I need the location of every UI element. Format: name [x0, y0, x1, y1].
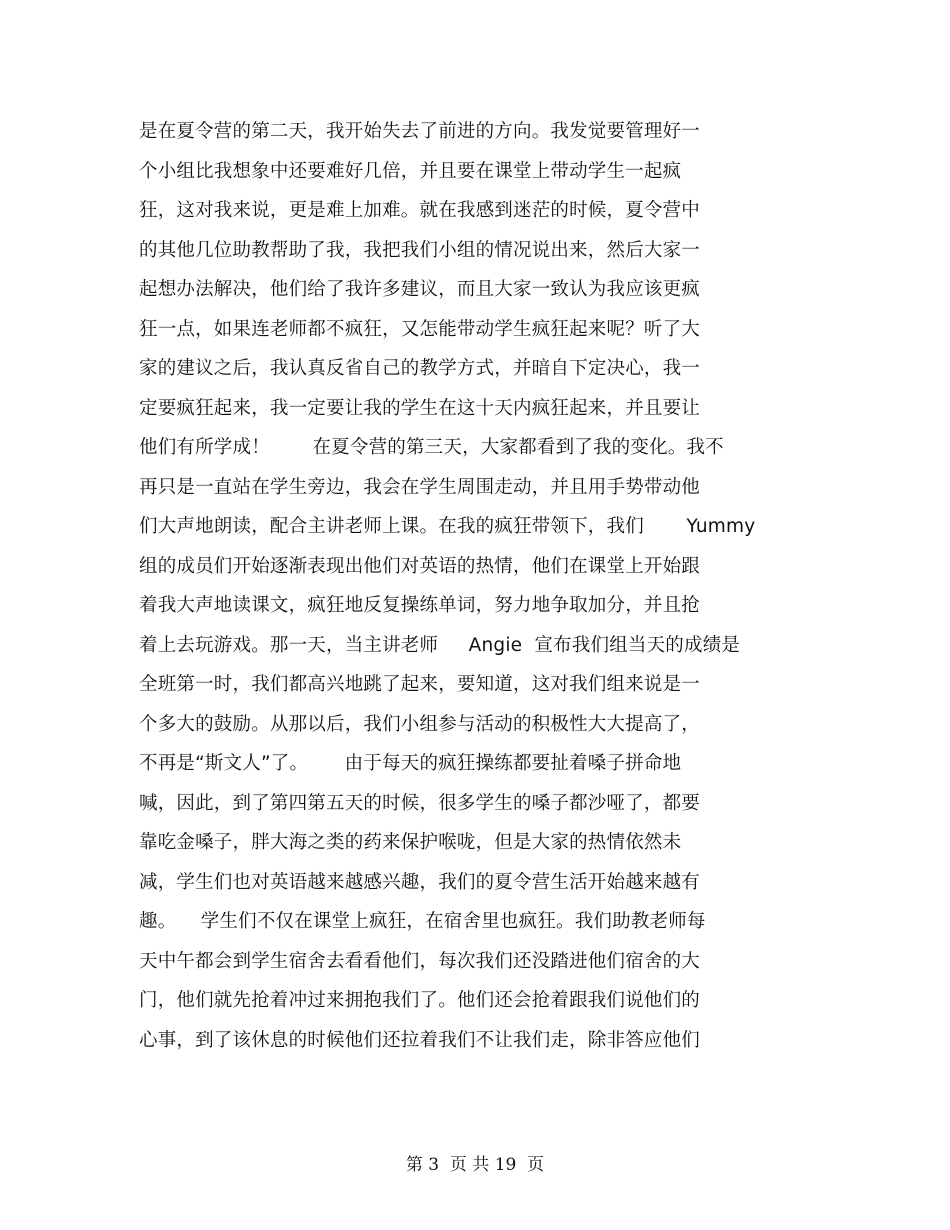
text-line: 的其他几位助教帮助了我，我把我们小组的情况说出来，然后大家一	[139, 239, 701, 261]
text-line: 起想办法解决，他们给了我许多建议，而且大家一致认为我应该更疯	[139, 279, 701, 300]
text-line: 狂一点，如果连老师都不疯狂，又怎能带动学生疯狂起来呢？听了大	[139, 318, 701, 340]
text-line: 是在夏令营的第二天，我开始失去了前进的方向。我发觉要管理好一	[139, 121, 701, 142]
text-line: 全班第一时，我们都高兴地跳了起来，要知道，这对我们组来说是一	[139, 674, 701, 695]
text-line: 着上去玩游戏。那一天，当主讲老师 Angie 宣布我们组当天的成绩是	[139, 634, 741, 656]
text-line: 靠吃金嗓子，胖大海之类的药来保护喉咙，但是大家的热情依然未	[139, 832, 682, 853]
text-line: 定要疯狂起来，我一定要让我的学生在这十天内疯狂起来，并且要让	[139, 397, 701, 419]
text-line: 个多大的鼓励。从那以后，我们小组参与活动的积极性大大提高了，	[139, 713, 701, 735]
text-line: 他们有所学成！ 在夏令营的第三天，大家都看到了我的变化。我不	[139, 437, 724, 458]
body-text	[139, 112, 839, 1060]
page-number-footer: 第 3 页 共 19 页	[405, 1155, 545, 1175]
text-line: 减，学生们也对英语越来越感兴趣，我们的夏令营生活开始越来越有	[139, 871, 701, 893]
text-line: 们大声地朗读，配合主讲老师上课。在我的疯狂带领下，我们 Yummy	[139, 516, 756, 537]
text-line: 心事，到了该休息的时候他们还拉着我们不让我们走，除非答应他们	[139, 1029, 701, 1051]
text-line: 再只是一直站在学生旁边，我会在学生周围走动，并且用手势带动他	[139, 476, 701, 498]
text-line: 不再是“斯文人”了。 由于每天的疯狂操练都要扯着嗓子拼命地	[139, 753, 682, 774]
text-line: 着我大声地读课文，疯狂地反复操练单词，努力地争取加分，并且抢	[139, 595, 701, 616]
text-line: 门，他们就先抢着冲过来拥抱我们了。他们还会抢着跟我们说他们的	[139, 990, 701, 1011]
text-line: 趣。 学生们不仅在课堂上疯狂，在宿舍里也疯狂。我们助教老师每	[139, 911, 706, 932]
text-line: 狂，这对我来说，更是难上加难。就在我感到迷茫的时候，夏令营中	[139, 200, 701, 221]
text-line: 天中午都会到学生宿舍去看看他们，每次我们还没踏进他们宿舍的大	[139, 950, 701, 972]
text-line: 个小组比我想象中还要难好几倍，并且要在课堂上带动学生一起疯	[139, 160, 682, 182]
text-line: 家的建议之后，我认真反省自己的教学方式，并暗自下定决心，我一	[139, 358, 701, 379]
text-line: 组的成员们开始逐渐表现出他们对英语的热情，他们在课堂上开始跟	[139, 555, 701, 577]
text-line: 喊，因此，到了第四第五天的时候，很多学生的嗓子都沙哑了，都要	[139, 792, 701, 814]
